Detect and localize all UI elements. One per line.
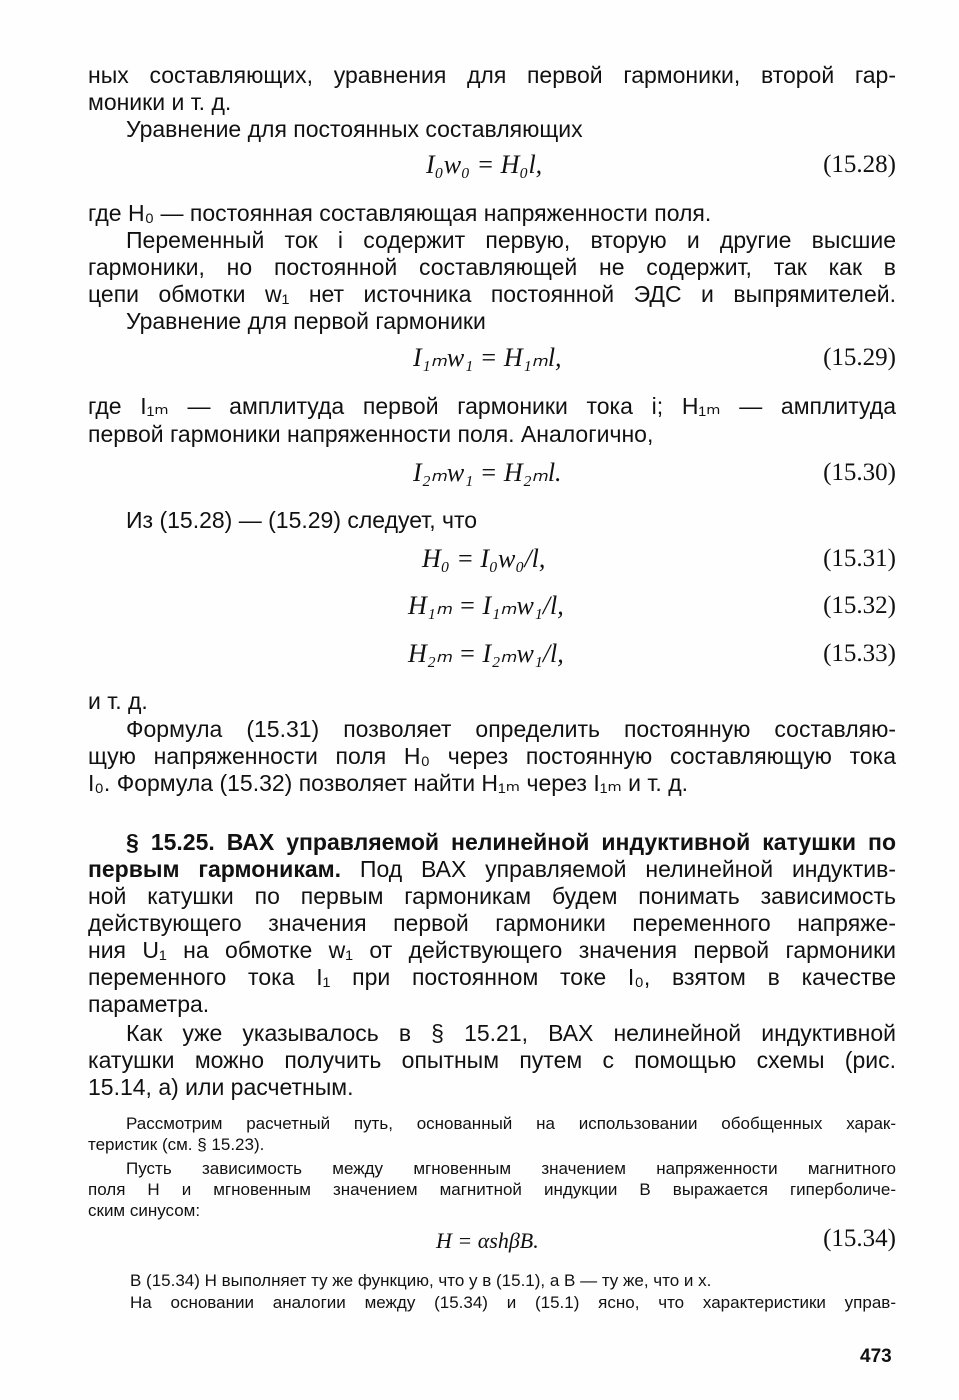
text-line: где H₀ — постоянная составляющая напряженности поля. [88,200,712,226]
text-line: ной катушки по первым гармоникам будем понимать зависимость [88,883,896,909]
small-text-line: теристик (см. § 15.23). [88,1135,265,1154]
small-text-line: Пусть зависимость между мгновенным значением напряженности магнитного [126,1159,896,1178]
text-line: Уравнение для первой гармоники [126,308,486,334]
equation: H₁ₘ = I₁ₘw₁/l, [408,591,564,620]
text-line: действующего значения первой гармоники переменного напряже- [88,910,896,936]
equation-number: (15.34) [823,1225,896,1252]
section-heading: § 15.25. ВАХ управляемой нелинейной индуктивной катушки по [126,829,896,855]
small-text-line: На основании аналогии между (15.34) и (15.1) ясно, что характеристики управ- [130,1293,896,1312]
equation-number: (15.32) [823,592,896,619]
text-line: цепи обмотки w₁ нет источника постоянной ЭДС и выпрямителей. [88,281,896,307]
text-fragment: Под ВАХ управляемой нелинейной индуктив- [359,856,897,882]
equation: I₂ₘw₁ = H₂ₘl. [413,458,562,487]
equation: H₂ₘ = I₂ₘw₁/l, [408,639,564,668]
equation-number: (15.31) [823,545,896,572]
text-line: где I₁ₘ — амплитуда первой гармоники тока i; H₁ₘ — амплитуда [88,393,896,419]
small-text-line: Рассмотрим расчетный путь, основанный на использовании обобщенных харак- [126,1114,896,1133]
text-line: 15.14, а) или расчетным. [88,1074,354,1100]
equation: I₀w₀ = H₀l, [426,150,543,179]
text-line: моники и т. д. [88,89,232,115]
page-number: 473 [860,1346,892,1367]
text-line: Переменный ток i содержит первую, вторую и другие высшие [126,227,896,253]
equation-number: (15.29) [823,344,896,371]
small-text-line: поля H и мгновенным значением магнитной индукции B выражается гиперболиче- [88,1180,896,1199]
equation: I₁ₘw₁ = H₁ₘl, [413,343,562,372]
equation-number: (15.33) [823,640,896,667]
text-line: и т. д. [88,688,148,714]
text-line [88,856,896,883]
equation: H = αshβB. [436,1228,539,1253]
text-line: ных составляющих, уравнения для первой гармоники, второй гар- [88,62,896,88]
text-line: параметра. [88,991,210,1017]
equation-number: (15.28) [823,151,896,178]
text-line: ния U₁ на обмотке w₁ от действующего значения первой гармоники [88,937,896,963]
text-line: гармоники, но постоянной составляющей не содержит, так как в [88,254,896,280]
small-text-line: В (15.34) H выполняет ту же функцию, что y в (15.1), а B — ту же, что и x. [130,1271,712,1290]
text-line: Формула (15.31) позволяет определить постоянную составляю- [126,716,896,742]
text-line: Из (15.28) — (15.29) следует, что [126,507,478,533]
text-line: первой гармоники напряженности поля. Аналогично, [88,421,654,447]
text-line: катушки можно получить опытным путем с помощью схемы (рис. [88,1047,896,1073]
small-text-line: ским синусом: [88,1201,201,1220]
section-heading-end: первым гармоникам. [88,856,342,882]
text-line: щую напряженности поля H₀ через постоянную составляющую тока [88,743,896,769]
equation: H₀ = I₀w₀/l, [422,544,546,573]
text-line: Уравнение для постоянных составляющих [126,116,583,142]
text-line: Как уже указывалось в § 15.21, ВАХ нелинейной индуктивной [126,1020,896,1046]
equation-number: (15.30) [823,459,896,486]
text-line: переменного тока I₁ при постоянном токе I₀, взятом в качестве [88,964,896,990]
text-line: I₀. Формула (15.32) позволяет найти H₁ₘ через I₁ₘ и т. д. [88,770,688,796]
